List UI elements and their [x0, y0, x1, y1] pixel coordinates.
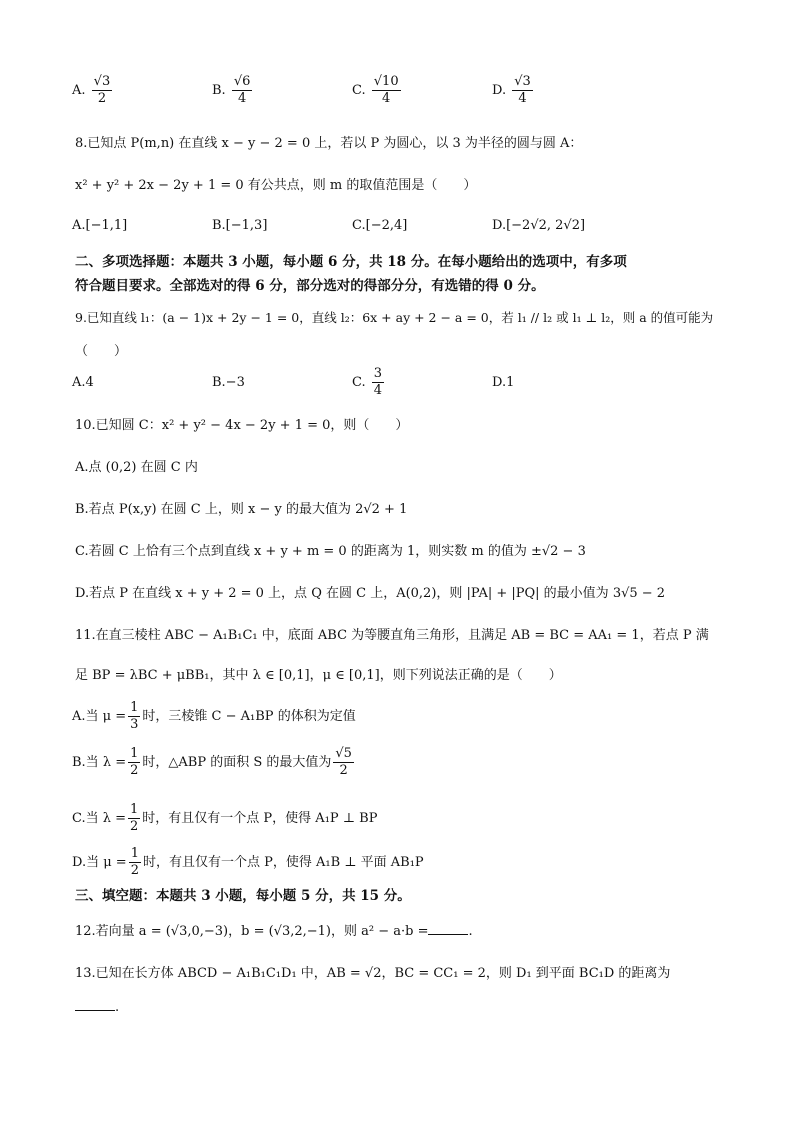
q8-option-c: C.[−2,4] [352, 218, 408, 233]
q7-option-a [72, 74, 114, 107]
q10-option-c: C.若圆 C 上恰有三个点到直线 x + y + m = 0 的距离为 1，则实数 m 的值为 ±√2 − 3 [75, 544, 586, 559]
q7-option-d [492, 74, 535, 107]
q10-option-d: D.若点 P 在直线 x + y + 2 = 0 上，点 Q 在圆 C 上，A(0,2)，则 |PA| + |PQ| 的最小值为 3√5 − 2 [75, 586, 666, 601]
section2-heading-line1: 二、多项选择题：本题共 3 小题，每小题 6 分，共 18 分。在每小题给出的选项中，有多项 [75, 254, 627, 270]
option-label: B. [212, 83, 226, 98]
q9-option-a: A.4 [72, 375, 94, 390]
fraction-numerator: √5 [335, 746, 352, 761]
fraction-denominator: 2 [97, 91, 107, 106]
fraction [372, 366, 384, 399]
fraction-numerator: 1 [130, 802, 139, 817]
fraction [128, 802, 140, 835]
q8-stem-line2: x² + y² + 2x − 2y + 1 = 0 有公共点，则 m 的取值范围是（ ） [75, 178, 477, 193]
fraction-numerator: 3 [373, 366, 383, 381]
fraction-denominator: 4 [382, 91, 391, 106]
q11-option-b [72, 746, 356, 779]
q9-option-b: B.−3 [212, 375, 245, 390]
fraction [372, 74, 401, 107]
q13-end: . [115, 1000, 120, 1015]
answer-blank [75, 998, 115, 1011]
fraction-denominator: 3 [130, 717, 139, 732]
q12-stem [75, 922, 473, 942]
option-label: C. [352, 83, 366, 98]
fraction-numerator: 1 [130, 700, 139, 715]
fraction [333, 746, 354, 779]
q11-stem-line1: 11.在直三棱柱 ABC − A₁B₁C₁ 中，底面 ABC 为等腰直角三角形，且满足 AB = BC = AA₁ = 1，若点 P 满 [75, 628, 709, 643]
fraction [232, 74, 253, 107]
q12-text: 12.若向量 a = (√3,0,−3)，b = (√3,2,−1)，则 a² − a·b = [75, 924, 429, 939]
q8-stem-line1: 8.已知点 P(m,n) 在直线 x − y − 2 = 0 上，若以 P 为圆心，以 3 为半径的圆与圆 A： [75, 136, 583, 151]
q11-option-a [72, 700, 356, 733]
fraction-denominator: 2 [130, 763, 139, 778]
q7-option-b [212, 74, 254, 107]
q11-option-d [72, 846, 424, 879]
fraction-denominator: 4 [373, 383, 383, 398]
q13-stem-line1: 13.已知在长方体 ABCD − A₁B₁C₁D₁ 中，AB = √2，BC = CC₁ = 2，则 D₁ 到平面 BC₁D 的距离为 [75, 966, 671, 981]
fraction-denominator: 2 [130, 819, 139, 834]
q9-stem-line1: 9.已知直线 l₁：(a − 1)x + 2y − 1 = 0，直线 l₂：6x + ay + 2 − a = 0，若 l₁ // l₂ 或 l₁ ⊥ l₂，则 a 的值可能为 [75, 310, 714, 325]
option-label: C. [352, 375, 366, 390]
q10-option-a: A.点 (0,2) 在圆 C 内 [75, 460, 198, 475]
q7-option-c [352, 74, 403, 107]
fraction-denominator: 4 [237, 91, 247, 106]
fraction-numerator: 1 [130, 746, 139, 761]
q9-option-d: D.1 [492, 375, 515, 390]
fraction [92, 74, 113, 107]
fraction [128, 700, 140, 733]
fraction-denominator: 2 [130, 863, 139, 878]
section3-heading: 三、填空题：本题共 3 小题，每小题 5 分，共 15 分。 [75, 888, 411, 904]
q13-stem-line2 [75, 998, 119, 1018]
q8-option-a: A.[−1,1] [72, 218, 128, 233]
option-label: A. [72, 83, 86, 98]
q12-end: . [468, 924, 473, 939]
fraction-numerator: √3 [93, 74, 111, 89]
fraction-denominator: 2 [339, 763, 348, 778]
option-prefix: B.当 λ = [72, 755, 127, 770]
section2-heading-line2: 符合题目要求。全部选对的得 6 分，部分选对的得部分分，有选错的得 0 分。 [75, 278, 545, 294]
q8-option-d: D.[−2√2, 2√2] [492, 218, 586, 233]
fraction [128, 746, 140, 779]
option-label: D. [492, 83, 507, 98]
option-suffix: 时，△ABP 的面积 S 的最大值为 [142, 755, 332, 770]
option-prefix: D.当 μ = [72, 855, 127, 870]
q9-stem-line2: （ ） [75, 344, 128, 359]
q10-option-b: B.若点 P(x,y) 在圆 C 上，则 x − y 的最大值为 2√2 + 1 [75, 502, 408, 517]
q10-stem: 10.已知圆 C：x² + y² − 4x − 2y + 1 = 0，则（ ） [75, 418, 409, 433]
fraction-numerator: √6 [233, 74, 251, 89]
option-prefix: A.当 μ = [72, 709, 127, 724]
fraction-numerator: √10 [373, 74, 399, 89]
fraction-numerator: 1 [130, 846, 139, 861]
option-prefix: C.当 λ = [72, 811, 127, 826]
q11-stem-line2: 足 BP = λBC + μBB₁，其中 λ ∈ [0,1]，μ ∈ [0,1]，则下列说法正确的是（ ） [75, 668, 562, 683]
q8-option-b: B.[−1,3] [212, 218, 268, 233]
fraction-denominator: 4 [518, 91, 527, 106]
option-suffix: 时，有且仅有一个点 P，使得 A₁P ⊥ BP [142, 811, 378, 826]
option-suffix: 时，三棱锥 C − A₁BP 的体积为定值 [142, 709, 356, 724]
answer-blank [428, 922, 468, 935]
fraction [129, 846, 141, 879]
q9-option-c [352, 366, 386, 399]
option-suffix: 时，有且仅有一个点 P，使得 A₁B ⊥ 平面 AB₁P [142, 855, 424, 870]
fraction [512, 74, 533, 107]
fraction-numerator: √3 [514, 74, 531, 89]
q11-option-c [72, 802, 377, 835]
